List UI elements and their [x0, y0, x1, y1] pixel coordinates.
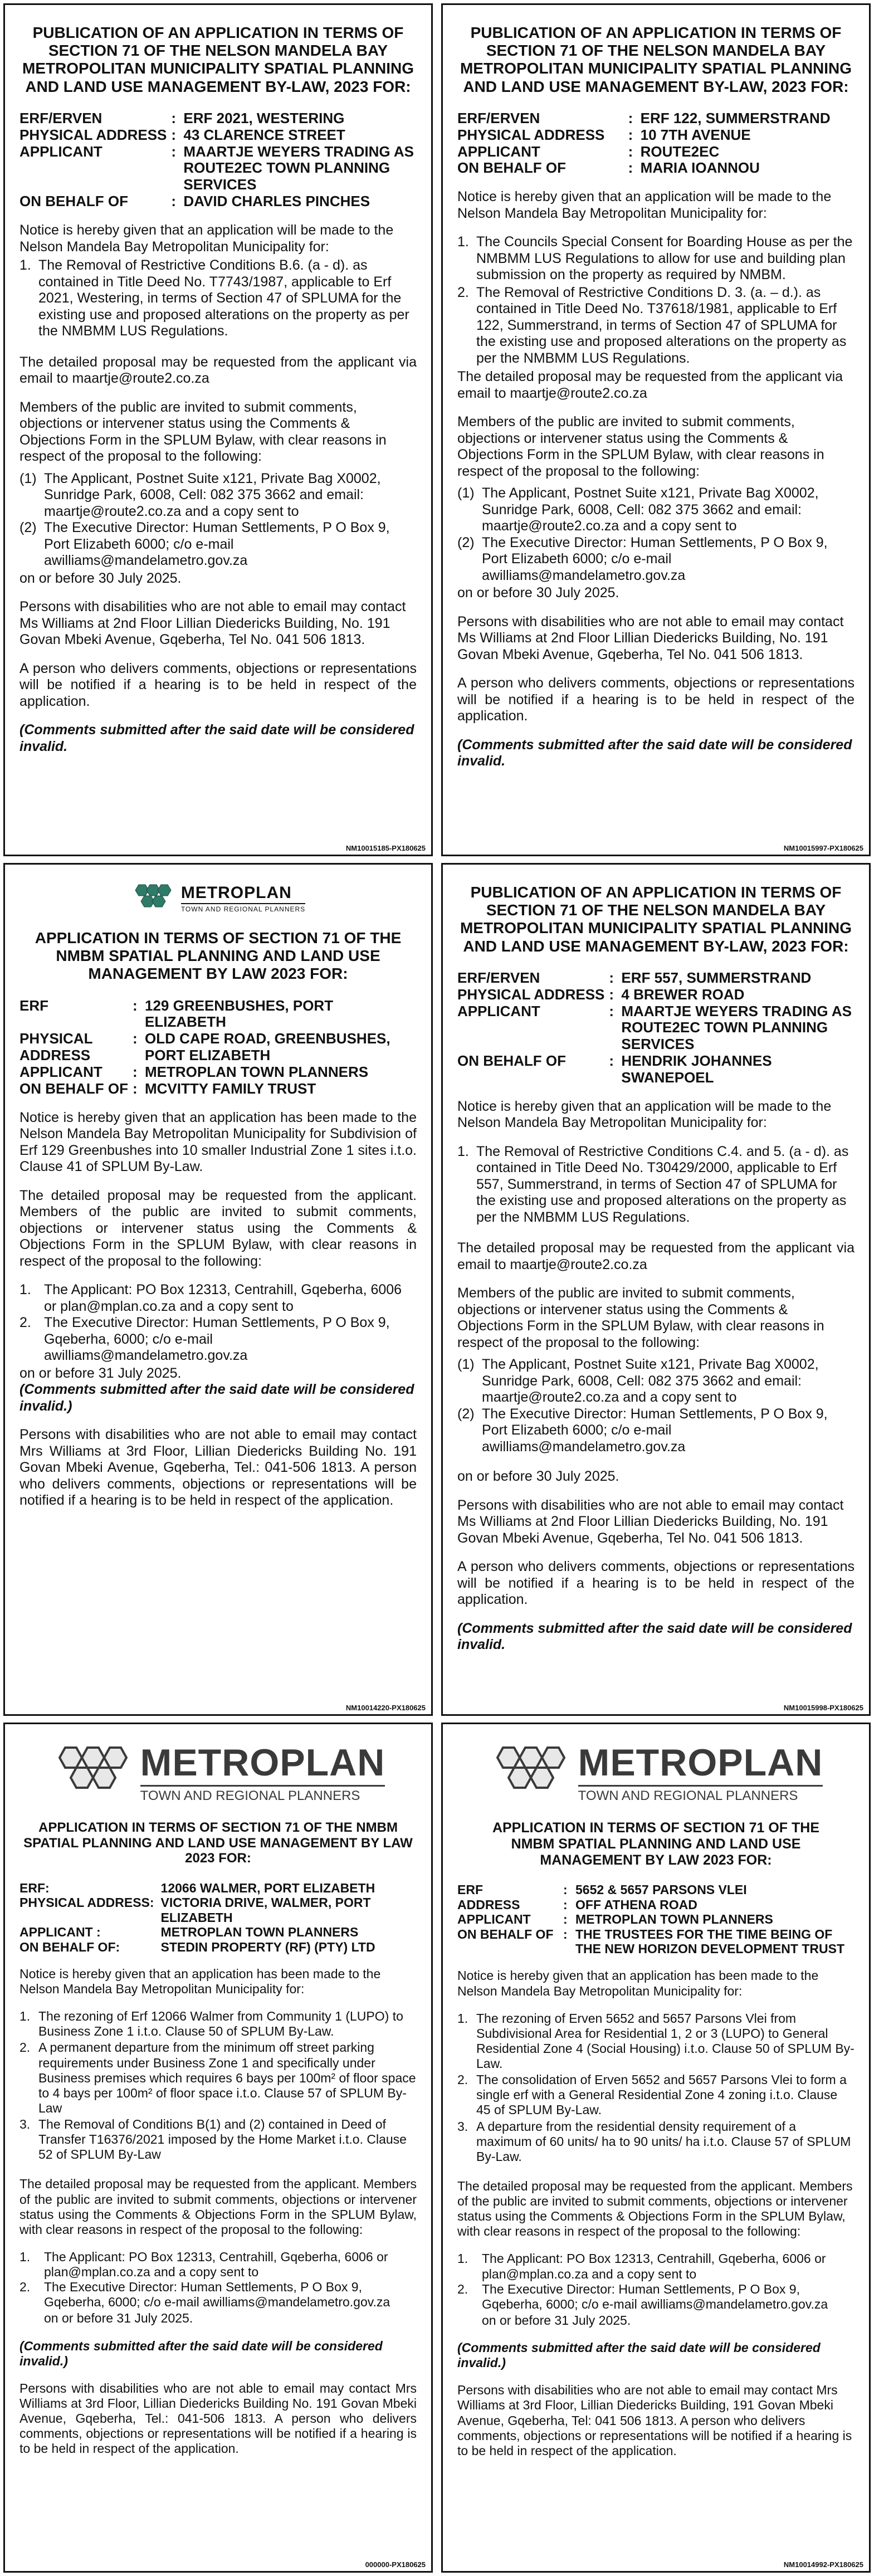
list-item: 3. A departure from the residential density requirement of a maximum of 60 units/ ha to 90 units/ ha i.t.o. Clause 57 of SPLUM By-Law. [457, 2119, 851, 2164]
field-value: 43 CLARENCE STREET [183, 126, 345, 143]
field-value: OFF ATHENA ROAD [575, 1897, 697, 1912]
hexagon-logo-icon [489, 1743, 573, 1804]
contact-item: 1. The Applicant: PO Box 12313, Centrahill, Gqeberha, 6006 or plan@mplan.co.za and a copy sent to [19, 1282, 402, 1314]
detailed-proposal: The detailed proposal may be requested from the applicant. Members of the public are invited to submit comments, objections or intervener status using the Comments & Objections Form in the SPLUM Bylaw, with clear reasons in respect of the proposal to the following: [457, 2178, 853, 2239]
field-label: APPLICANT [457, 1002, 540, 1019]
logo-name: METROPLAN [578, 1741, 823, 1784]
field-value: 4 BREWER ROAD [621, 985, 745, 1003]
field-value: MAARTJE WEYERS TRADING AS ROUTE2EC TOWN PLANNING SERVICES [183, 143, 414, 193]
invalid-note: (Comments submitted after the said date will be considered invalid. [457, 1620, 852, 1653]
field-label: ON BEHALF OF [19, 1080, 128, 1097]
disabilities-note: Persons with disabilities who are not able to email may contact Mrs Williams at 3rd Floor, Lillian Diedericks Building No. 191 Govan Mbeki Avenue, Gqeberha, Tel.: 041-506 1813. A person who delivers comments, objections or representations will be notified if a hearing is to be held in respect of the application. [19, 2380, 417, 2456]
notice-intro: Notice is hereby given that an application has been made to the Nelson Mandela Bay Metropolitan Municipality for: [457, 1968, 819, 1998]
field-label: ERF/ERVEN [457, 969, 540, 986]
contact-list [457, 2251, 855, 2312]
invalid-note: (Comments submitted after the said date will be considered invalid.) [19, 2338, 383, 2368]
disabilities-note: Persons with disabilities who are not able to email may contact Ms Williams at 2nd Floor Lillian Diedericks Building, No. 191 Govan Mbeki Avenue, Gqeberha, Tel No. 041 506 1813. [457, 613, 844, 662]
field-label: APPLICANT [19, 1063, 102, 1081]
contact-list [457, 1357, 855, 1455]
notice-erf-2021-westering [3, 3, 433, 856]
field-value: METROPLAN TOWN PLANNERS [145, 1063, 369, 1081]
disabilities-note: Persons with disabilities who are not able to email may contact Mrs Williams at 3rd Floor, Lillian Diedericks Building No. 191 Govan Mbeki Avenue, Gqeberha, Tel.: 041-506 1813. A person who delivers comments, objections or representations will be notified if a hearing is to be held in respect of the application. [19, 1427, 417, 1509]
notice-erf-5652-5657-parsons-vlei [441, 1723, 871, 2573]
metroplan-logo [457, 1743, 855, 1804]
field-value: OLD CAPE ROAD, GREENBUSHES, PORT ELIZABETH [145, 1030, 390, 1064]
notice-title: PUBLICATION OF AN APPLICATION IN TERMS OF SECTION 71 OF THE NELSON MANDELA BAY METROPOLITAN MUNICIPALITY SPATIAL PLANNING AND LAND USE MANAGEMENT BY-LAW, 2023 FOR: [22, 24, 414, 95]
notice-title: PUBLICATION OF AN APPLICATION IN TERMS OF SECTION 71 OF THE NELSON MANDELA BAY METROPOLITAN MUNICIPALITY SPATIAL PLANNING AND LAND USE MANAGEMENT BY-LAW, 2023 FOR: [460, 884, 852, 955]
contact-item: (1) The Applicant, Postnet Suite x121, Private Bag X0002, Sunridge Park, 6008, Cell: 082 375 3662 and email: maartje@route2.co.za and a copy sent to [457, 485, 819, 534]
field-value: HENDRIK JOHANNES SWANEPOEL [621, 1052, 772, 1086]
field-label: PHYSICAL ADDRESS: [19, 1895, 154, 1910]
field-label: APPLICANT [457, 1912, 531, 1927]
notice-erf-12066-walmer [3, 1723, 433, 2573]
hexagon-logo-icon [51, 1743, 135, 1804]
field-label: ON BEHALF OF: [19, 1939, 120, 1954]
list-item: 1. The rezoning of Erf 12066 Walmer from Community 1 (LUPO) to Business Zone 1 i.t.o. Clause 50 of SPLUM By-Law. [19, 2009, 403, 2039]
detailed-proposal: The detailed proposal may be requested from the applicant. Members of the public are invited to submit comments, objections or intervener status using the Comments & Objections Form in the SPLUM Bylaw, with clear reasons in respect of the proposal to the following: [19, 1187, 417, 1269]
contact-item: 2. The Executive Director: Human Settlements, P O Box 9, Gqeberha, 6000; c/o e-mail awilliams@mandelametro.gov.za [19, 2280, 390, 2310]
field-label: ON BEHALF OF [19, 193, 128, 210]
list-item: 1. The Removal of Restrictive Conditions B.6. (a - d). as contained in Title Deed No. T7743/1987, applicable to Erf 2021, Westering, in terms of Section 47 of SPLUMA for the existing use and proposed alterations on the property as per the NMBMM LUS Regulations. [19, 257, 409, 339]
notice-intro: Notice is hereby given that an application will be made to the Nelson Mandela Bay Metropolitan Municipality for: [457, 1098, 832, 1131]
invalid-note: (Comments submitted after the said date will be considered invalid. [19, 722, 414, 754]
notice-erf-122-summerstrand [441, 3, 871, 856]
field-label: PHYSICAL ADDRESS [19, 1030, 92, 1064]
field-label: APPLICANT : [19, 1925, 101, 1940]
notice-title: APPLICATION IN TERMS OF SECTION 71 OF THE NMBM SPATIAL PLANNING AND LAND USE MANAGEMENT BY LAW 2023 FOR: [23, 1820, 413, 1866]
field-value: METROPLAN TOWN PLANNERS [575, 1912, 773, 1927]
field-label: ERF [19, 997, 48, 1014]
field-label: ON BEHALF OF [457, 1926, 554, 1941]
property-details: ERF : 129 GREENBUSHES, PORT ELIZABETH PHYSICAL ADDRESS : OLD CAPE ROAD, GREENBUSHES, PORT ELIZABETH APPLICANT : METROPLAN TOWN PLANNERS ON BEHALF OF : MCVITTY FAMILY TRUST [19, 998, 417, 1097]
property-details: ERF : 5652 & 5657 PARSONS VLEI ADDRESS : OFF ATHENA ROAD APPLICANT : METROPLAN TOWN PLANNERS ON BEHALF OF : THE TRUSTEES FOR THE TIME BEING OF THE NEW HORIZON DEVELOPMENT TRUST [457, 1882, 855, 1956]
hearing-note: A person who delivers comments, objections or representations will be notified if a hearing is to be held in respect of the application. [19, 660, 417, 709]
property-details [19, 1881, 417, 1954]
list-item: 1. The Councils Special Consent for Boarding House as per the NMBMM LUS Regulations to allow for use and building plan submission on the property as required by NMBM. [457, 234, 853, 283]
contact-item: (1) The Applicant, Postnet Suite x121, Private Bag X0002, Sunridge Park, 6008, Cell: 082 375 3662 and email: maartje@route2.co.za and a copy sent to [19, 470, 381, 519]
notice-title: APPLICATION IN TERMS OF SECTION 71 OF THE NMBM SPATIAL PLANNING AND LAND USE MANAGEMENT BY LAW 2023 FOR: [35, 929, 402, 983]
hexagon-logo-icon [131, 884, 175, 914]
contact-list [19, 1282, 417, 1364]
public-invite: Members of the public are invited to submit comments, objections or intervener status using the Comments & Objections Form in the SPLUM Bylaw, with clear reasons in respect of the proposal to the following: [19, 399, 387, 465]
contact-item: (2) The Executive Director: Human Settlements, P O Box 9, Port Elizabeth 6000; c/o e-mail awilliams@mandelametro.gov.za [457, 534, 828, 583]
logo-subtitle: TOWN AND REGIONAL PLANNERS [578, 1785, 823, 1804]
field-label: ADDRESS [457, 1897, 520, 1912]
logo-subtitle: TOWN AND REGIONAL PLANNERS [181, 903, 305, 913]
field-label: ON BEHALF OF [457, 1052, 566, 1070]
invalid-note: (Comments submitted after the said date will be considered invalid.) [457, 2340, 821, 2370]
contact-list [19, 2250, 417, 2310]
list-item: 1. The rezoning of Erven 5652 and 5657 Parsons Vlei from Subdivisional Area for Residential 1, 2 or 3 (LUPO) to General Residential Zone 4 (Social Housing) i.t.o. Clause 50 of SPLUM By-Law. [457, 2011, 855, 2071]
list-item: 2. The Removal of Restrictive Conditions D. 3. (a. – d.). as contained in Title Deed No. T37618/1981, applicable to Erf 122, Summerstrand, in terms of Section 47 of SPLUMA for the existing use and proposed alterations on the property as per the NMBMM LUS Regulations. [457, 284, 847, 366]
deadline: on or before 31 July 2025. [482, 2312, 631, 2328]
contact-item: 2. The Executive Director: Human Settlements, P O Box 9, Gqeberha, 6000; c/o e-mail awilliams@mandelametro.gov.za [19, 1315, 390, 1364]
list-item: 2. The consolidation of Erven 5652 and 5657 Parsons Vlei to form a single erf with a General Residential Zone 4 zoning i.t.o. Clause 45 of SPLUM By-Law. [457, 2072, 847, 2118]
deadline: on or before 31 July 2025. [44, 2311, 193, 2326]
field-label: APPLICANT [19, 143, 102, 160]
contact-list [457, 485, 855, 584]
notice-title: APPLICATION IN TERMS OF SECTION 71 OF THE NMBM SPATIAL PLANNING AND LAND USE MANAGEMENT BY LAW 2023 FOR: [492, 1820, 820, 1868]
application-items [19, 257, 417, 340]
metroplan-logo [19, 884, 417, 914]
field-value: THE TRUSTEES FOR THE TIME BEING OF THE NEW HORIZON DEVELOPMENT TRUST [575, 1926, 844, 1956]
metroplan-logo [19, 1743, 417, 1804]
property-details: ERF/ERVEN : ERF 122, SUMMERSTRAND PHYSICAL ADDRESS : 10 7TH AVENUE APPLICANT : ROUTE2EC ON BEHALF OF : MARIA IOANNOU [457, 110, 855, 177]
reference-code: NM10015997-PX180625 [783, 844, 863, 852]
field-value: 10 7TH AVENUE [640, 126, 751, 143]
logo-subtitle: TOWN AND REGIONAL PLANNERS [140, 1785, 385, 1804]
notice-title: PUBLICATION OF AN APPLICATION IN TERMS OF SECTION 71 OF THE NELSON MANDELA BAY METROPOLITAN MUNICIPALITY SPATIAL PLANNING AND LAND USE MANAGEMENT BY-LAW, 2023 FOR: [460, 24, 852, 95]
list-item: 2. A permanent departure from the minimum off street parking requirements under Business Zone 1 and specifically under Business premises which requires 6 bays per 100m² of floor space to 4 bays per 100m² of floor space i.t.o. Clause 57 of SPLUM By-Law [19, 2040, 416, 2115]
logo-name: METROPLAN [180, 883, 292, 902]
reference-code: NM10015998-PX180625 [783, 1704, 863, 1712]
application-items [457, 234, 855, 367]
contact-item: 2. The Executive Director: Human Settlements, P O Box 9, Gqeberha, 6000; c/o e-mail awilliams@mandelametro.gov.za [457, 2281, 828, 2311]
deadline: on or before 30 July 2025. [19, 570, 182, 586]
notice-intro: Notice is hereby given that an application will be made to the Nelson Mandela Bay Metropolitan Municipality for: [457, 189, 832, 221]
disabilities-note: Persons with disabilities who are not able to email may contact Ms Williams at 2nd Floor Lillian Diedericks Building, No. 191 Govan Mbeki Avenue, Gqeberha, Tel No. 041 506 1813. [457, 1497, 844, 1546]
field-value: ERF 2021, WESTERING [183, 109, 345, 126]
list-item: 1. The Removal of Restrictive Conditions C.4. and 5. (a - d). as contained in Title Deed No. T30429/2000, applicable to Erf 557, Summerstrand, in terms of Section 47 of SPLUMA for the existing use and proposed alterations on the property as per the NMBMM LUS Regulations. [457, 1143, 849, 1225]
contact-item: (2) The Executive Director: Human Settlements, P O Box 9, Port Elizabeth 6000; c/o e-mail awilliams@mandelametro.gov.za [457, 1406, 828, 1455]
deadline: on or before 30 July 2025. [457, 585, 619, 601]
application-items [19, 2009, 417, 2162]
application-items [457, 1144, 855, 1226]
field-value: 5652 & 5657 PARSONS VLEI [575, 1882, 747, 1897]
field-value: MCVITTY FAMILY TRUST [145, 1080, 316, 1097]
detailed-proposal: The detailed proposal may be requested from the applicant via email to maartje@route2.co.za [457, 1240, 855, 1272]
disabilities-note: Persons with disabilities who are not able to email may contact Mrs Williams at 3rd Floor, Lillian Diedericks Building, 191 Govan Mbeki Avenue, Gqeberha, Tel: 041 506 1813. A person who delivers comments, objections or representations will be notified if a hearing is to be held in respect of the application. [457, 2383, 852, 2458]
field-label: PHYSICAL ADDRESS [19, 126, 167, 143]
reference-code: NM10015185-PX180625 [345, 844, 426, 852]
list-item: 3. The Removal of Conditions B(1) and (2) contained in Deed of Transfer T16376/2021 imposed by the Home Market i.t.o. Clause 52 of SPLUM By-Law [19, 2117, 407, 2162]
field-value: MAARTJE WEYERS TRADING AS ROUTE2EC TOWN PLANNING SERVICES [621, 1002, 852, 1053]
contact-item: (1) The Applicant, Postnet Suite x121, Private Bag X0002, Sunridge Park, 6008, Cell: 082 375 3662 and email: maartje@route2.co.za and a copy sent to [457, 1357, 819, 1406]
detailed-proposal: The detailed proposal may be requested from the applicant via email to maartje@route2.co.za [457, 369, 843, 401]
field-value: 129 GREENBUSHES, PORT ELIZABETH [145, 997, 334, 1031]
property-details: ERF/ERVEN : ERF 2021, WESTERING PHYSICAL ADDRESS : 43 CLARENCE STREET APPLICANT : MAARTJE WEYERS TRADING AS ROUTE2EC TOWN PLANNING SERVICES ON BEHALF OF : DAVID CHARLES PINCHES [19, 110, 417, 210]
field-value: METROPLAN TOWN PLANNERS [160, 1925, 359, 1940]
detailed-proposal: The detailed proposal may be requested from the applicant. Members of the public are invited to submit comments, objections or intervener status using the Comments & Objections Form in the SPLUM Bylaw, with clear reasons in respect of the proposal to the following: [19, 2177, 417, 2237]
deadline: on or before 31 July 2025. [19, 1365, 182, 1381]
field-label: ON BEHALF OF [457, 159, 566, 177]
notice-intro: Notice is hereby given that an application has been made to the Nelson Mandela Bay Metropolitan Municipality for Subdivision of Erf 129 Greenbushes into 10 smaller Industrial Zone 1 sites i.t.o. Clause 41 of SPLUM By-Law. [19, 1109, 417, 1175]
invalid-note: (Comments submitted after the said date will be considered invalid.) [19, 1382, 414, 1414]
field-value: ROUTE2EC [640, 143, 720, 160]
field-label: APPLICANT [457, 143, 540, 160]
field-label: ERF: [19, 1880, 50, 1895]
field-value: STEDIN PROPERTY (RF) (PTY) LTD [160, 1939, 375, 1954]
disabilities-note: Persons with disabilities who are not able to email may contact Ms Williams at 2nd Floor Lillian Diedericks Building, No. 191 Govan Mbeki Avenue, Gqeberha, Tel No. 041 506 1813. [19, 599, 406, 648]
contact-item: (2) The Executive Director: Human Settlements, P O Box 9, Port Elizabeth 6000; c/o e-mail awilliams@mandelametro.gov.za [19, 520, 390, 569]
field-label: ERF/ERVEN [19, 109, 102, 126]
public-invite: Members of the public are invited to submit comments, objections or intervener status using the Comments & Objections Form in the SPLUM Bylaw, with clear reasons in respect of the proposal to the following: [457, 414, 824, 479]
deadline: on or before 30 July 2025. [457, 1468, 619, 1485]
field-value: ERF 557, SUMMERSTRAND [621, 969, 812, 986]
contact-list [19, 471, 417, 569]
field-label: PHYSICAL ADDRESS [457, 985, 605, 1003]
property-details: ERF/ERVEN : ERF 557, SUMMERSTRAND PHYSICAL ADDRESS : 4 BREWER ROAD APPLICANT : MAARTJE WEYERS TRADING AS ROUTE2EC TOWN PLANNING SERVICES ON BEHALF OF : HENDRIK JOHANNES SWANEPOEL [457, 970, 855, 1086]
contact-item: 1. The Applicant: PO Box 12313, Centrahill, Gqeberha, 6006 or plan@mplan.co.za and a copy sent to [457, 2251, 826, 2281]
hearing-note: A person who delivers comments, objections or representations will be notified if a hearing is to be held in respect of the application. [457, 675, 855, 724]
field-value: VICTORIA DRIVE, WALMER, PORT ELIZABETH [160, 1895, 371, 1925]
application-items [457, 2011, 855, 2164]
hearing-note: A person who delivers comments, objections or representations will be notified if a hearing is to be held in respect of the application. [457, 1559, 855, 1608]
field-label: PHYSICAL ADDRESS [457, 126, 605, 143]
contact-item: 1. The Applicant: PO Box 12313, Centrahill, Gqeberha, 6006 or plan@mplan.co.za and a copy sent to [19, 2249, 388, 2280]
reference-code: 000000-PX180625 [365, 2560, 426, 2569]
field-label: ERF/ERVEN [457, 109, 540, 126]
public-invite: Members of the public are invited to submit comments, objections or intervener status using the Comments & Objections Form in the SPLUM Bylaw, with clear reasons in respect of the proposal to the following: [457, 1285, 824, 1350]
reference-code: NM10014992-PX180625 [783, 2560, 863, 2569]
logo-name: METROPLAN [140, 1741, 385, 1784]
field-value: MARIA IOANNOU [640, 159, 760, 177]
field-label: ERF [457, 1882, 483, 1897]
field-value: DAVID CHARLES PINCHES [183, 193, 370, 210]
reference-code: NM10014220-PX180625 [345, 1704, 426, 1712]
notice-intro: Notice is hereby given that an application will be made to the Nelson Mandela Bay Metropolitan Municipality for: [19, 222, 394, 255]
notice-erf-129-greenbushes [3, 863, 433, 1716]
detailed-proposal: The detailed proposal may be requested from the applicant via email to maartje@route2.co.za [19, 354, 417, 387]
notice-erf-557-summerstrand [441, 863, 871, 1716]
field-value: 12066 WALMER, PORT ELIZABETH [160, 1880, 375, 1895]
notice-intro: Notice is hereby given that an application has been made to the Nelson Mandela Bay Metropolitan Municipality for: [19, 1966, 381, 1997]
field-value: ERF 122, SUMMERSTRAND [640, 109, 831, 126]
invalid-note: (Comments submitted after the said date will be considered invalid. [457, 736, 852, 769]
